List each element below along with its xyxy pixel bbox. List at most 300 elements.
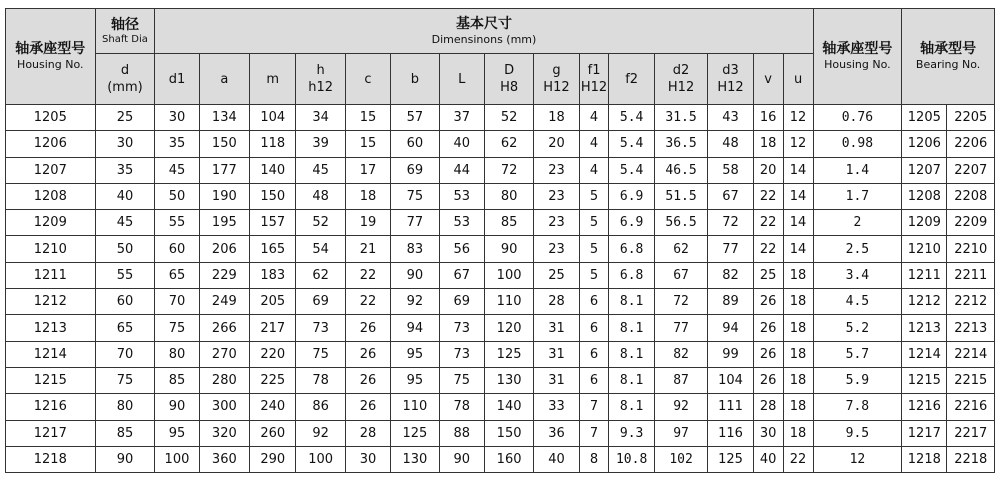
table-cell: 73 — [296, 315, 345, 341]
d-column-header — [95, 54, 155, 105]
table-cell: 2 — [813, 210, 902, 236]
table-cell: 1.7 — [813, 183, 902, 209]
housing-no-header-2-zh: 轴承座型号 — [822, 41, 893, 57]
table-cell: 86 — [296, 394, 345, 420]
table-cell: 75 — [391, 183, 439, 209]
dim-column-header — [579, 54, 609, 105]
table-cell: 95 — [391, 367, 439, 393]
table-cell: 1213 — [902, 315, 947, 341]
table-cell: 249 — [199, 289, 249, 315]
table-cell: 89 — [708, 289, 753, 315]
table-cell: 1.4 — [813, 157, 902, 183]
table-cell: 6 — [579, 315, 609, 341]
dim-column-header — [345, 54, 390, 105]
table-cell: 125 — [484, 341, 533, 367]
table-cell: 69 — [296, 289, 345, 315]
table-cell: 3.4 — [813, 262, 902, 288]
table-cell: 1209 — [6, 210, 96, 236]
table-cell: 8.1 — [609, 341, 654, 367]
table-cell: 104 — [708, 367, 753, 393]
housing-no-header — [6, 9, 96, 105]
table-cell: 22 — [345, 289, 390, 315]
table-cell: 67 — [708, 183, 753, 209]
table-cell: 6.8 — [609, 262, 654, 288]
table-cell: 9.5 — [813, 420, 902, 446]
table-cell: 40 — [95, 183, 155, 209]
table-cell: 28 — [345, 420, 390, 446]
dim-column-label: d2 — [672, 63, 690, 78]
table-cell: 266 — [199, 315, 249, 341]
table-cell: 2218 — [947, 446, 995, 472]
table-cell: 100 — [484, 262, 533, 288]
table-cell: 217 — [250, 315, 296, 341]
table-cell: 26 — [345, 394, 390, 420]
dim-column-header — [484, 54, 533, 105]
table-cell: 85 — [155, 367, 199, 393]
table-row — [6, 157, 995, 183]
table-cell: 8.1 — [609, 394, 654, 420]
table-row — [6, 446, 995, 472]
table-cell: 72 — [708, 210, 753, 236]
table-cell: 73 — [439, 341, 484, 367]
table-cell: 1218 — [902, 446, 947, 472]
table-cell: 60 — [95, 289, 155, 315]
table-cell: 5 — [579, 210, 609, 236]
table-cell: 53 — [439, 183, 484, 209]
dim-column-header — [534, 54, 579, 105]
table-cell: 44 — [439, 157, 484, 183]
table-cell: 7 — [579, 420, 609, 446]
table-cell: 4.5 — [813, 289, 902, 315]
table-cell: 2216 — [947, 394, 995, 420]
table-cell: 2215 — [947, 367, 995, 393]
table-cell: 110 — [484, 289, 533, 315]
table-cell: 12 — [783, 131, 813, 157]
table-cell: 270 — [199, 341, 249, 367]
table-cell: 85 — [484, 210, 533, 236]
dim-column-label: d1 — [168, 71, 186, 87]
table-cell: 72 — [654, 289, 708, 315]
dim-column-tolerance: H8 — [500, 80, 519, 95]
table-cell: 52 — [296, 210, 345, 236]
table-cell: 17 — [345, 157, 390, 183]
table-cell: 75 — [296, 341, 345, 367]
table-cell: 28 — [753, 394, 783, 420]
dim-column-header — [155, 54, 199, 105]
table-cell: 280 — [199, 367, 249, 393]
table-cell: 2206 — [947, 131, 995, 157]
table-cell: 5.9 — [813, 367, 902, 393]
table-cell: 220 — [250, 341, 296, 367]
table-cell: 5 — [579, 183, 609, 209]
table-cell: 26 — [753, 367, 783, 393]
table-cell: 30 — [753, 420, 783, 446]
housing-no-header-2 — [813, 9, 902, 105]
table-cell: 30 — [155, 105, 199, 131]
table-cell: 1207 — [6, 157, 96, 183]
table-row — [6, 262, 995, 288]
table-cell: 140 — [484, 394, 533, 420]
table-cell: 1205 — [6, 105, 96, 131]
table-cell: 69 — [439, 289, 484, 315]
table-cell: 52 — [484, 105, 533, 131]
table-cell: 5.4 — [609, 105, 654, 131]
table-cell: 90 — [95, 446, 155, 472]
bearing-no-header — [902, 9, 995, 105]
table-cell: 78 — [296, 367, 345, 393]
table-row — [6, 236, 995, 262]
table-cell: 77 — [654, 315, 708, 341]
table-cell: 1214 — [6, 341, 96, 367]
table-cell: 6.8 — [609, 236, 654, 262]
table-cell: 95 — [155, 420, 199, 446]
table-cell: 22 — [345, 262, 390, 288]
table-cell: 0.76 — [813, 105, 902, 131]
table-row — [6, 367, 995, 393]
dim-column-label: c — [364, 71, 372, 87]
table-cell: 2213 — [947, 315, 995, 341]
table-cell: 62 — [484, 131, 533, 157]
table-cell: 225 — [250, 367, 296, 393]
table-cell: 1206 — [902, 131, 947, 157]
table-cell: 40 — [534, 446, 579, 472]
table-cell: 26 — [753, 341, 783, 367]
table-cell: 116 — [708, 420, 753, 446]
bearing-no-header-en: Bearing No. — [915, 58, 981, 71]
table-cell: 205 — [250, 289, 296, 315]
dim-column-tolerance: h12 — [308, 80, 334, 95]
table-cell: 14 — [783, 183, 813, 209]
dim-column-header — [654, 54, 708, 105]
dim-column-header — [250, 54, 296, 105]
table-cell: 94 — [708, 315, 753, 341]
table-cell: 6 — [579, 289, 609, 315]
table-cell: 130 — [484, 367, 533, 393]
table-cell: 80 — [484, 183, 533, 209]
table-cell: 31 — [534, 341, 579, 367]
table-cell: 75 — [439, 367, 484, 393]
table-row — [6, 341, 995, 367]
table-cell: 1214 — [902, 341, 947, 367]
spec-table-container — [5, 8, 995, 473]
table-cell: 43 — [708, 105, 753, 131]
table-cell: 35 — [95, 157, 155, 183]
table-cell: 4 — [579, 157, 609, 183]
dim-column-tolerance: H12 — [543, 80, 570, 95]
table-cell: 140 — [250, 157, 296, 183]
table-cell: 25 — [753, 262, 783, 288]
table-cell: 23 — [534, 157, 579, 183]
table-cell: 183 — [250, 262, 296, 288]
table-cell: 1210 — [902, 236, 947, 262]
table-cell: 55 — [95, 262, 155, 288]
table-cell: 53 — [439, 210, 484, 236]
table-cell: 88 — [439, 420, 484, 446]
table-cell: 23 — [534, 236, 579, 262]
table-cell: 1218 — [6, 446, 96, 472]
table-cell: 18 — [534, 105, 579, 131]
table-cell: 1206 — [6, 131, 96, 157]
table-cell: 14 — [783, 210, 813, 236]
dim-column-label: f2 — [625, 71, 639, 87]
table-cell: 95 — [391, 341, 439, 367]
dim-column-label: g — [552, 63, 561, 78]
table-cell: 2205 — [947, 105, 995, 131]
table-cell: 150 — [484, 420, 533, 446]
table-cell: 7 — [579, 394, 609, 420]
table-cell: 1212 — [902, 289, 947, 315]
table-cell: 300 — [199, 394, 249, 420]
table-cell: 1208 — [6, 183, 96, 209]
table-cell: 26 — [753, 315, 783, 341]
table-cell: 5.4 — [609, 131, 654, 157]
dim-column-label: L — [458, 71, 466, 87]
table-cell: 1217 — [902, 420, 947, 446]
table-cell: 90 — [484, 236, 533, 262]
table-cell: 22 — [783, 446, 813, 472]
table-cell: 45 — [155, 157, 199, 183]
table-cell: 77 — [708, 236, 753, 262]
table-cell: 62 — [296, 262, 345, 288]
dimensions-header — [155, 9, 813, 54]
table-cell: 1208 — [902, 183, 947, 209]
table-cell: 30 — [345, 446, 390, 472]
table-cell: 1217 — [6, 420, 96, 446]
table-cell: 60 — [391, 131, 439, 157]
table-cell: 18 — [783, 262, 813, 288]
table-cell: 26 — [345, 367, 390, 393]
table-cell: 67 — [654, 262, 708, 288]
table-cell: 7.8 — [813, 394, 902, 420]
dim-column-header — [753, 54, 783, 105]
d-column-unit: (mm) — [107, 80, 143, 95]
table-cell: 18 — [783, 315, 813, 341]
table-cell: 111 — [708, 394, 753, 420]
table-cell: 360 — [199, 446, 249, 472]
table-cell: 48 — [296, 183, 345, 209]
table-cell: 21 — [345, 236, 390, 262]
table-cell: 40 — [439, 131, 484, 157]
table-cell: 50 — [155, 183, 199, 209]
table-cell: 6.9 — [609, 210, 654, 236]
table-cell: 90 — [439, 446, 484, 472]
table-cell: 14 — [783, 157, 813, 183]
table-cell: 160 — [484, 446, 533, 472]
table-cell: 125 — [391, 420, 439, 446]
table-cell: 90 — [391, 262, 439, 288]
table-cell: 1207 — [902, 157, 947, 183]
table-cell: 1216 — [902, 394, 947, 420]
table-cell: 20 — [753, 157, 783, 183]
table-cell: 4 — [579, 131, 609, 157]
dimensions-header-en: Dimensinons (mm) — [431, 32, 537, 46]
table-cell: 80 — [155, 341, 199, 367]
table-cell: 26 — [753, 289, 783, 315]
table-cell: 2.5 — [813, 236, 902, 262]
table-cell: 177 — [199, 157, 249, 183]
table-cell: 90 — [155, 394, 199, 420]
dim-column-label: D — [504, 63, 515, 78]
table-cell: 2212 — [947, 289, 995, 315]
table-row — [6, 183, 995, 209]
housing-no-header-2-en: Housing No. — [824, 58, 891, 71]
table-cell: 150 — [250, 183, 296, 209]
d-column-label: d — [120, 63, 130, 78]
table-body — [6, 105, 995, 473]
table-cell: 104 — [250, 105, 296, 131]
table-cell: 18 — [783, 394, 813, 420]
table-cell: 1210 — [6, 236, 96, 262]
table-cell: 290 — [250, 446, 296, 472]
table-cell: 31.5 — [654, 105, 708, 131]
table-cell: 85 — [95, 420, 155, 446]
table-cell: 0.98 — [813, 131, 902, 157]
table-cell: 45 — [95, 210, 155, 236]
table-row — [6, 420, 995, 446]
table-cell: 5 — [579, 262, 609, 288]
table-cell: 51.5 — [654, 183, 708, 209]
table-cell: 65 — [95, 315, 155, 341]
table-cell: 65 — [155, 262, 199, 288]
table-cell: 40 — [753, 446, 783, 472]
table-cell: 102 — [654, 446, 708, 472]
table-cell: 39 — [296, 131, 345, 157]
table-cell: 62 — [654, 236, 708, 262]
table-cell: 14 — [783, 236, 813, 262]
table-cell: 5.2 — [813, 315, 902, 341]
table-cell: 30 — [95, 131, 155, 157]
housing-no-header-en: Housing No. — [17, 58, 84, 71]
table-cell: 229 — [199, 262, 249, 288]
dim-column-header — [439, 54, 484, 105]
shaft-dia-header-zh: 轴径 — [110, 16, 139, 33]
table-cell: 260 — [250, 420, 296, 446]
table-cell: 125 — [708, 446, 753, 472]
table-cell: 2214 — [947, 341, 995, 367]
table-cell: 92 — [654, 394, 708, 420]
table-cell: 1205 — [902, 105, 947, 131]
table-cell: 72 — [484, 157, 533, 183]
table-cell: 99 — [708, 341, 753, 367]
table-cell: 80 — [95, 394, 155, 420]
table-cell: 50 — [95, 236, 155, 262]
table-cell: 18 — [783, 341, 813, 367]
table-row — [6, 394, 995, 420]
dim-column-label: a — [220, 71, 229, 87]
table-cell: 83 — [391, 236, 439, 262]
dim-column-label: f1 — [587, 63, 601, 78]
bearing-no-header-zh: 轴承型号 — [920, 41, 977, 57]
dim-column-header — [609, 54, 654, 105]
table-cell: 56.5 — [654, 210, 708, 236]
table-cell: 75 — [95, 367, 155, 393]
table-cell: 134 — [199, 105, 249, 131]
housing-dimensions-table — [5, 8, 995, 473]
table-cell: 92 — [391, 289, 439, 315]
table-cell: 1211 — [6, 262, 96, 288]
table-cell: 55 — [155, 210, 199, 236]
table-cell: 2209 — [947, 210, 995, 236]
table-cell: 18 — [783, 367, 813, 393]
table-cell: 97 — [654, 420, 708, 446]
housing-no-header-zh: 轴承座型号 — [15, 41, 86, 57]
table-cell: 120 — [484, 315, 533, 341]
table-cell: 18 — [783, 289, 813, 315]
dim-column-label: h — [316, 63, 325, 78]
dim-column-label: u — [793, 71, 803, 87]
table-cell: 320 — [199, 420, 249, 446]
table-cell: 73 — [439, 315, 484, 341]
table-cell: 67 — [439, 262, 484, 288]
table-cell: 46.5 — [654, 157, 708, 183]
table-cell: 56 — [439, 236, 484, 262]
table-cell: 1212 — [6, 289, 96, 315]
table-cell: 26 — [345, 315, 390, 341]
table-row — [6, 105, 995, 131]
table-cell: 150 — [199, 131, 249, 157]
table-cell: 157 — [250, 210, 296, 236]
dim-column-tolerance: H12 — [717, 80, 744, 95]
table-cell: 23 — [534, 183, 579, 209]
table-cell: 8.1 — [609, 367, 654, 393]
table-cell: 25 — [95, 105, 155, 131]
table-cell: 1213 — [6, 315, 96, 341]
shaft-dia-header-en: Shaft Dia — [102, 33, 148, 45]
dim-column-header — [296, 54, 345, 105]
table-cell: 20 — [534, 131, 579, 157]
table-cell: 2217 — [947, 420, 995, 446]
table-cell: 23 — [534, 210, 579, 236]
dim-column-label: v — [764, 71, 772, 87]
table-cell: 33 — [534, 394, 579, 420]
table-cell: 195 — [199, 210, 249, 236]
dim-column-tolerance: H12 — [667, 80, 695, 95]
dim-column-header — [391, 54, 439, 105]
table-cell: 34 — [296, 105, 345, 131]
table-cell: 110 — [391, 394, 439, 420]
dim-column-header — [783, 54, 813, 105]
table-cell: 6 — [579, 341, 609, 367]
table-row — [6, 289, 995, 315]
table-cell: 70 — [95, 341, 155, 367]
table-cell: 31 — [534, 367, 579, 393]
table-cell: 36 — [534, 420, 579, 446]
table-cell: 8.1 — [609, 289, 654, 315]
table-cell: 18 — [345, 183, 390, 209]
dim-column-header — [199, 54, 249, 105]
table-row — [6, 210, 995, 236]
dim-column-label: m — [266, 71, 280, 87]
table-cell: 240 — [250, 394, 296, 420]
table-cell: 9.3 — [609, 420, 654, 446]
table-cell: 45 — [296, 157, 345, 183]
table-cell: 26 — [345, 341, 390, 367]
table-cell: 18 — [753, 131, 783, 157]
table-cell: 2208 — [947, 183, 995, 209]
table-cell: 8.1 — [609, 315, 654, 341]
table-cell: 4 — [579, 105, 609, 131]
table-cell: 22 — [753, 236, 783, 262]
table-cell: 18 — [783, 420, 813, 446]
dim-column-label: d3 — [722, 63, 739, 78]
table-cell: 36.5 — [654, 131, 708, 157]
table-cell: 19 — [345, 210, 390, 236]
table-cell: 5 — [579, 236, 609, 262]
table-cell: 37 — [439, 105, 484, 131]
table-cell: 6 — [579, 367, 609, 393]
shaft-dia-header — [95, 9, 155, 54]
table-cell: 60 — [155, 236, 199, 262]
